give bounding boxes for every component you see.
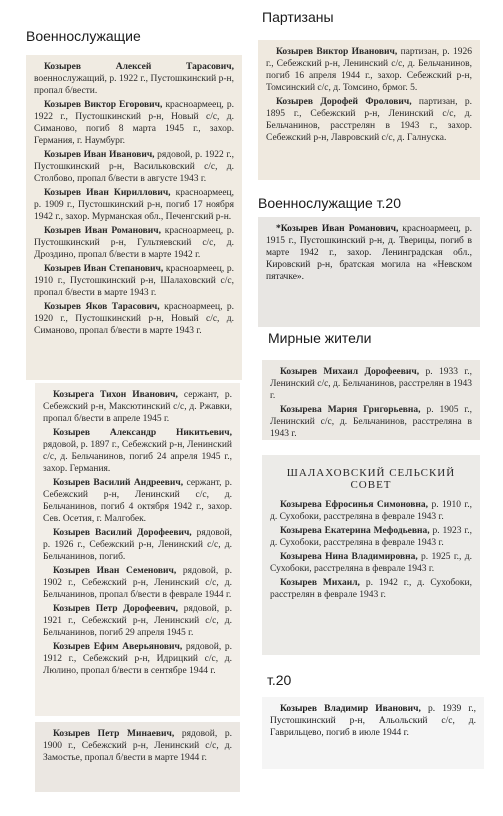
entry-name: Козырев Иван Кириллович, [44, 188, 171, 198]
entry-name: Козырев Александр Никитьевич, [53, 428, 232, 438]
entry-name: Козырев Дорофей Фролович, [276, 97, 412, 107]
clipping-civilians [262, 360, 480, 440]
entry-text: сержант, р. Себежский р-н, Максютинский с/с, д. Ржавки, пропал б/вести в апреле 1945 г. [43, 390, 232, 424]
entry [270, 404, 472, 440]
entry-name: Козырев Михаил Дорофеевич, [280, 367, 420, 377]
heading-civilians: Мирные жители [268, 330, 372, 346]
entry [34, 225, 234, 261]
entry-name: Козырев Виктор Егорович, [44, 100, 163, 110]
entry-text: красноармеец, р. Пустошкинский р-н, Гультяевский с/с, д. Дроздино, пропал б/вести в марте 1942 г. [34, 226, 234, 260]
entry-name: *Козырев Иван Романович, [276, 224, 399, 234]
entry-text: рядовой, р. 1926 г., Себежский р-н, Ленинский с/с, д. Бельчанинов, погиб. [43, 528, 232, 562]
entry [34, 99, 234, 147]
entry-name: Козырев Михаил, [280, 578, 360, 588]
entry-text: р. 1925 г., д. Сухобоки, расстреляна в феврале 1943 г. [270, 552, 472, 574]
entry [270, 551, 472, 575]
entry [270, 577, 472, 601]
entry-name: Козырев Алексей Тарасович, [44, 62, 234, 72]
entry-text: сержант, р. Себежский р-н, Ленинский с/с, д. Бельчанинов, погиб 4 октября 1942 г., захор. Сев. Осетия, г. Малгобек. [43, 478, 232, 524]
entry-text: рядовой, р. 1922 г., Пустошкинский р-н, Васильковский с/с, д. Столбово, пропал б/вести в августе 1943 г. [34, 150, 234, 184]
entry-name: Козырев Ефим Аверьянович, [53, 642, 183, 652]
entry-name: Козырев Василий Андреевич, [53, 478, 184, 488]
entry-text: партизан, р. 1926 г., Себежский р-н, Ленинский с/с, д. Бельчанинов, погиб 16 апреля 1944 г., захор. Себежский р-н, Томсинский с/с, д. Томсино, брмог. 5. [266, 47, 472, 93]
entry-name: Козырева Нина Владимировна, [280, 552, 418, 562]
entry [43, 427, 232, 475]
entry [43, 565, 232, 601]
entry-text: военнослужащий, р. 1922 г., Пустошкинский р-н, пропал б/вести. [34, 74, 234, 96]
entry [43, 641, 232, 677]
entry-text: р. 1923 г., д. Сухобоки, расстреляна в феврале 1943 г. [270, 526, 472, 548]
entry-text: р. 1905 г., Ленинский с/с, д. Бельчанинов, расстреляна в 1943 г. [270, 405, 472, 439]
entry-name: Козырев Василий Дорофеевич, [53, 528, 192, 538]
council-title: ШАЛАХОВСКИЙ СЕЛЬСКИЙ СОВЕТ [286, 467, 456, 491]
entry-name: Козырева Екатерина Мефодьевна, [280, 526, 430, 536]
clipping-military-zamostye [35, 722, 240, 792]
heading-partisans: Партизаны [262, 9, 334, 25]
entry [266, 96, 472, 144]
heading-t20: т.20 [267, 672, 292, 688]
entry [43, 527, 232, 563]
entry-text: партизан, р. 1895 г., Себежский р-н, Ленинский с/с, д. Бельчанинов, расстрелян в 1943 г., захор. Себежский р-н, Лавровский с/с, д. Галнуска. [266, 97, 472, 143]
entry-name: Козырев Иван Семенович, [53, 566, 177, 576]
entry [34, 61, 234, 97]
entry [34, 301, 234, 337]
clipping-shalakhovsky-council [262, 455, 480, 655]
entry-text: красноармеец, р. 1915 г., Пустошкинский р-н, д. Тверицы, погиб в марте 1942 г., захор. Ленинградская обл., Кировский р-н, братская могила на «Невском пятачке». [266, 224, 472, 282]
entry [270, 703, 476, 739]
entry [266, 223, 472, 283]
heading-military: Военнослужащие [26, 28, 141, 44]
entry-text: р. 1933 г., Ленинский с/с, д. Бельчанинов, расстрелян в 1943 г. [270, 367, 472, 401]
entry-name: Козырев Иван Степанович, [44, 264, 164, 274]
entry-text: р. 1939 г., Пустошкинский р-н, Альольский с/с, д. Гаврильцево, погиб в июле 1944 г. [270, 704, 476, 738]
entry [34, 187, 234, 223]
entry [43, 603, 232, 639]
entry [270, 366, 472, 402]
entry [43, 728, 232, 764]
entry-text: рядовой, р. 1921 г., Себежский р-н, Ленинский с/с, д. Бельчанинов, погиб 29 апреля 1945 г. [43, 604, 232, 638]
entry-text: рядовой, р. 1897 г., Себежский р-н, Ленинский с/с, д. Бельчанинов, погиб 24 апреля 1945 г., захор. Германия. [43, 440, 232, 474]
entry [34, 149, 234, 185]
entry-text: красноармеец, р. 1920 г., Пустошкинский р-н, Новый с/с, д. Симаново, пропал б/вести в марте 1943 г. [34, 302, 234, 336]
entry-text: р. 1942 г., д. Сухобоки, расстрелян в феврале 1943 г. [270, 578, 472, 600]
entry [270, 525, 472, 549]
entry-name: Козырева Мария Григорьевна, [280, 405, 421, 415]
entry-name: Козырега Тихон Иванович, [53, 390, 178, 400]
clipping-military-sebezh [35, 383, 240, 716]
entry-text: рядовой, р. 1912 г., Себежский р-н, Идрицкий с/с, д. Люлино, пропал б/вести в сентябре 1944 г. [43, 642, 232, 676]
entry-name: Козырев Виктор Иванович, [276, 47, 398, 57]
entry [43, 389, 232, 425]
entry-text: р. 1910 г., д. Сухобоки, расстреляна в феврале 1943 г. [270, 500, 473, 522]
entry-name: Козырев Петр Минаевич, [53, 729, 175, 739]
entry-text: красноармеец, р. 1909 г., Пустошкинский р-н, погиб 17 ноября 1942 г., захор. Мурманская обл., Печенгский р-н. [34, 188, 234, 222]
entry-text: красноармеец, р. 1922 г., Пустошкинский р-н, Новый с/с, д. Симаново, погиб 8 марта 1945 г., захор. Германия, г. Наумбург. [34, 100, 235, 146]
entry [270, 499, 472, 523]
heading-military-t20: Военнослужащие т.20 [258, 195, 401, 211]
entry-name: Козырев Иван Иванович, [44, 150, 155, 160]
entry-name: Козырева Ефросинья Симоновна, [280, 500, 429, 510]
entry-text: рядовой, р. 1902 г., Себежский р-н, Ленинский с/с, д. Бельчанинов, пропал б/вести в феврале 1944 г. [43, 566, 232, 600]
entry-text: рядовой, р. 1900 г., Себежский р-н, Ленинский с/с, д. Замостье, пропал б/вести в марте 1944 г. [43, 729, 232, 763]
entry [43, 477, 232, 525]
entry-name: Козырев Владимир Иванович, [280, 704, 421, 714]
clipping-military-t20 [258, 217, 480, 327]
clipping-partisans [258, 40, 480, 180]
entry [266, 46, 472, 94]
entry-name: Козырев Иван Романович, [44, 226, 161, 236]
entry [34, 263, 234, 299]
entry-name: Козырев Яков Тарасович, [44, 302, 160, 312]
entry-text: красноармеец, р. 1910 г., Пустошкинский р-н, Шалаховский с/с, пропал б/вести в марте 1943 г. [34, 264, 234, 298]
clipping-t20-civilian [262, 697, 484, 769]
entry-name: Козырев Петр Дорофеевич, [53, 604, 178, 614]
clipping-military-pustoshka [26, 55, 242, 380]
